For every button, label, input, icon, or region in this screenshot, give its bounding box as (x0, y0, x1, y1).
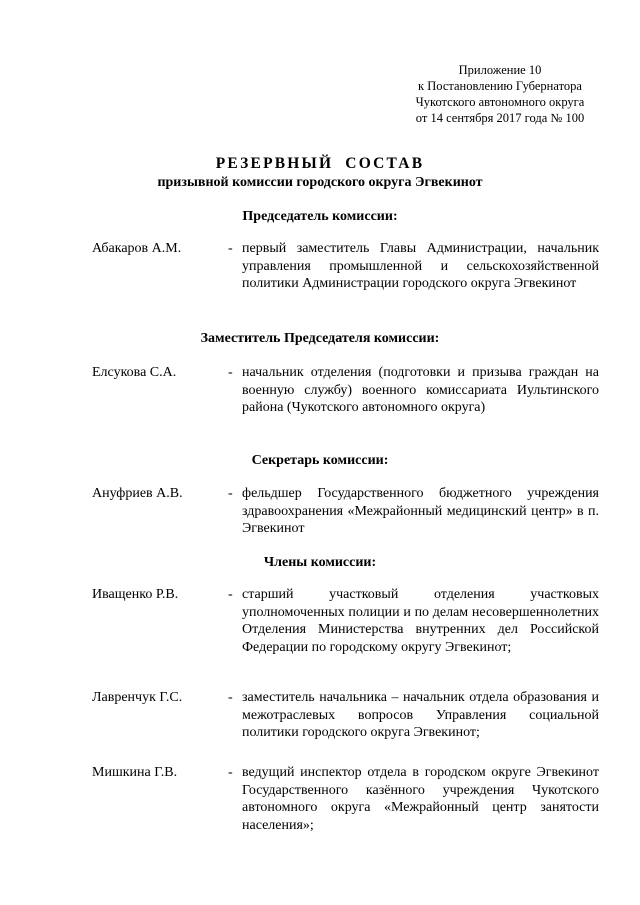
member-dash: - (228, 486, 233, 501)
member-dash: - (228, 241, 233, 256)
appendix-block (400, 62, 600, 126)
member-role: первый заместитель Главы Администрации, начальник управления промышленной и сельскохозяйственной политики Администрации городского округа Эгвекинот (242, 241, 599, 291)
appendix-line-4: от 14 сентября 2017 года № 100 (415, 111, 585, 125)
document-title: РЕЗЕРВНЫЙ СОСТАВ (215, 155, 425, 172)
member-name: Абакаров А.М. (92, 241, 182, 256)
appendix-line-3: Чукотского автономного округа (415, 95, 585, 109)
appendix-line-2: к Постановлению Губернатора (418, 79, 582, 93)
member-role: фельдшер Государственного бюджетного учреждения здравоохранения «Межрайонный медицинский центр» в п. Эгвекинот (242, 486, 599, 536)
document-subtitle: призывной комиссии городского округа Эгвекинот (157, 175, 483, 190)
member-role: ведущий инспектор отдела в городском округе Эгвекинот Государственного казённого учреждения Чукотского автономного округа «Межрайонный центр занятости населения»; (242, 765, 599, 833)
member-role: начальник отделения (подготовки и призыва граждан на военную службу) военного комиссариата Иультинского района (Чукотского автономного округа) (242, 365, 599, 415)
member-dash: - (228, 587, 233, 602)
section-heading-members: Члены комиссии: (263, 555, 377, 570)
appendix-line-1: Приложение 10 (458, 63, 542, 77)
section-heading-deputy: Заместитель Председателя комиссии: (200, 331, 440, 346)
member-dash: - (228, 690, 233, 705)
member-dash: - (228, 365, 233, 380)
member-dash: - (228, 765, 233, 780)
member-role: старший участковый отделения участковых уполномоченных полиции и по делам несовершеннолетних Отделения Министерства внутренних дел Российской Федерации по городскому округу Эгвекинот; (242, 587, 599, 655)
member-name: Мишкина Г.В. (92, 765, 178, 780)
member-name: Елсукова С.А. (92, 365, 177, 380)
section-heading-chairman: Председатель комиссии: (242, 209, 398, 224)
member-name: Иващенко Р.В. (92, 587, 179, 602)
section-heading-secretary: Секретарь комиссии: (251, 453, 389, 468)
member-name: Лавренчук Г.С. (92, 690, 183, 705)
member-name: Ануфриев А.В. (92, 486, 183, 501)
member-role: заместитель начальника – начальник отдела образования и межотраслевых вопросов Управления социальной политики городского округа Эгвекинот; (242, 690, 599, 740)
